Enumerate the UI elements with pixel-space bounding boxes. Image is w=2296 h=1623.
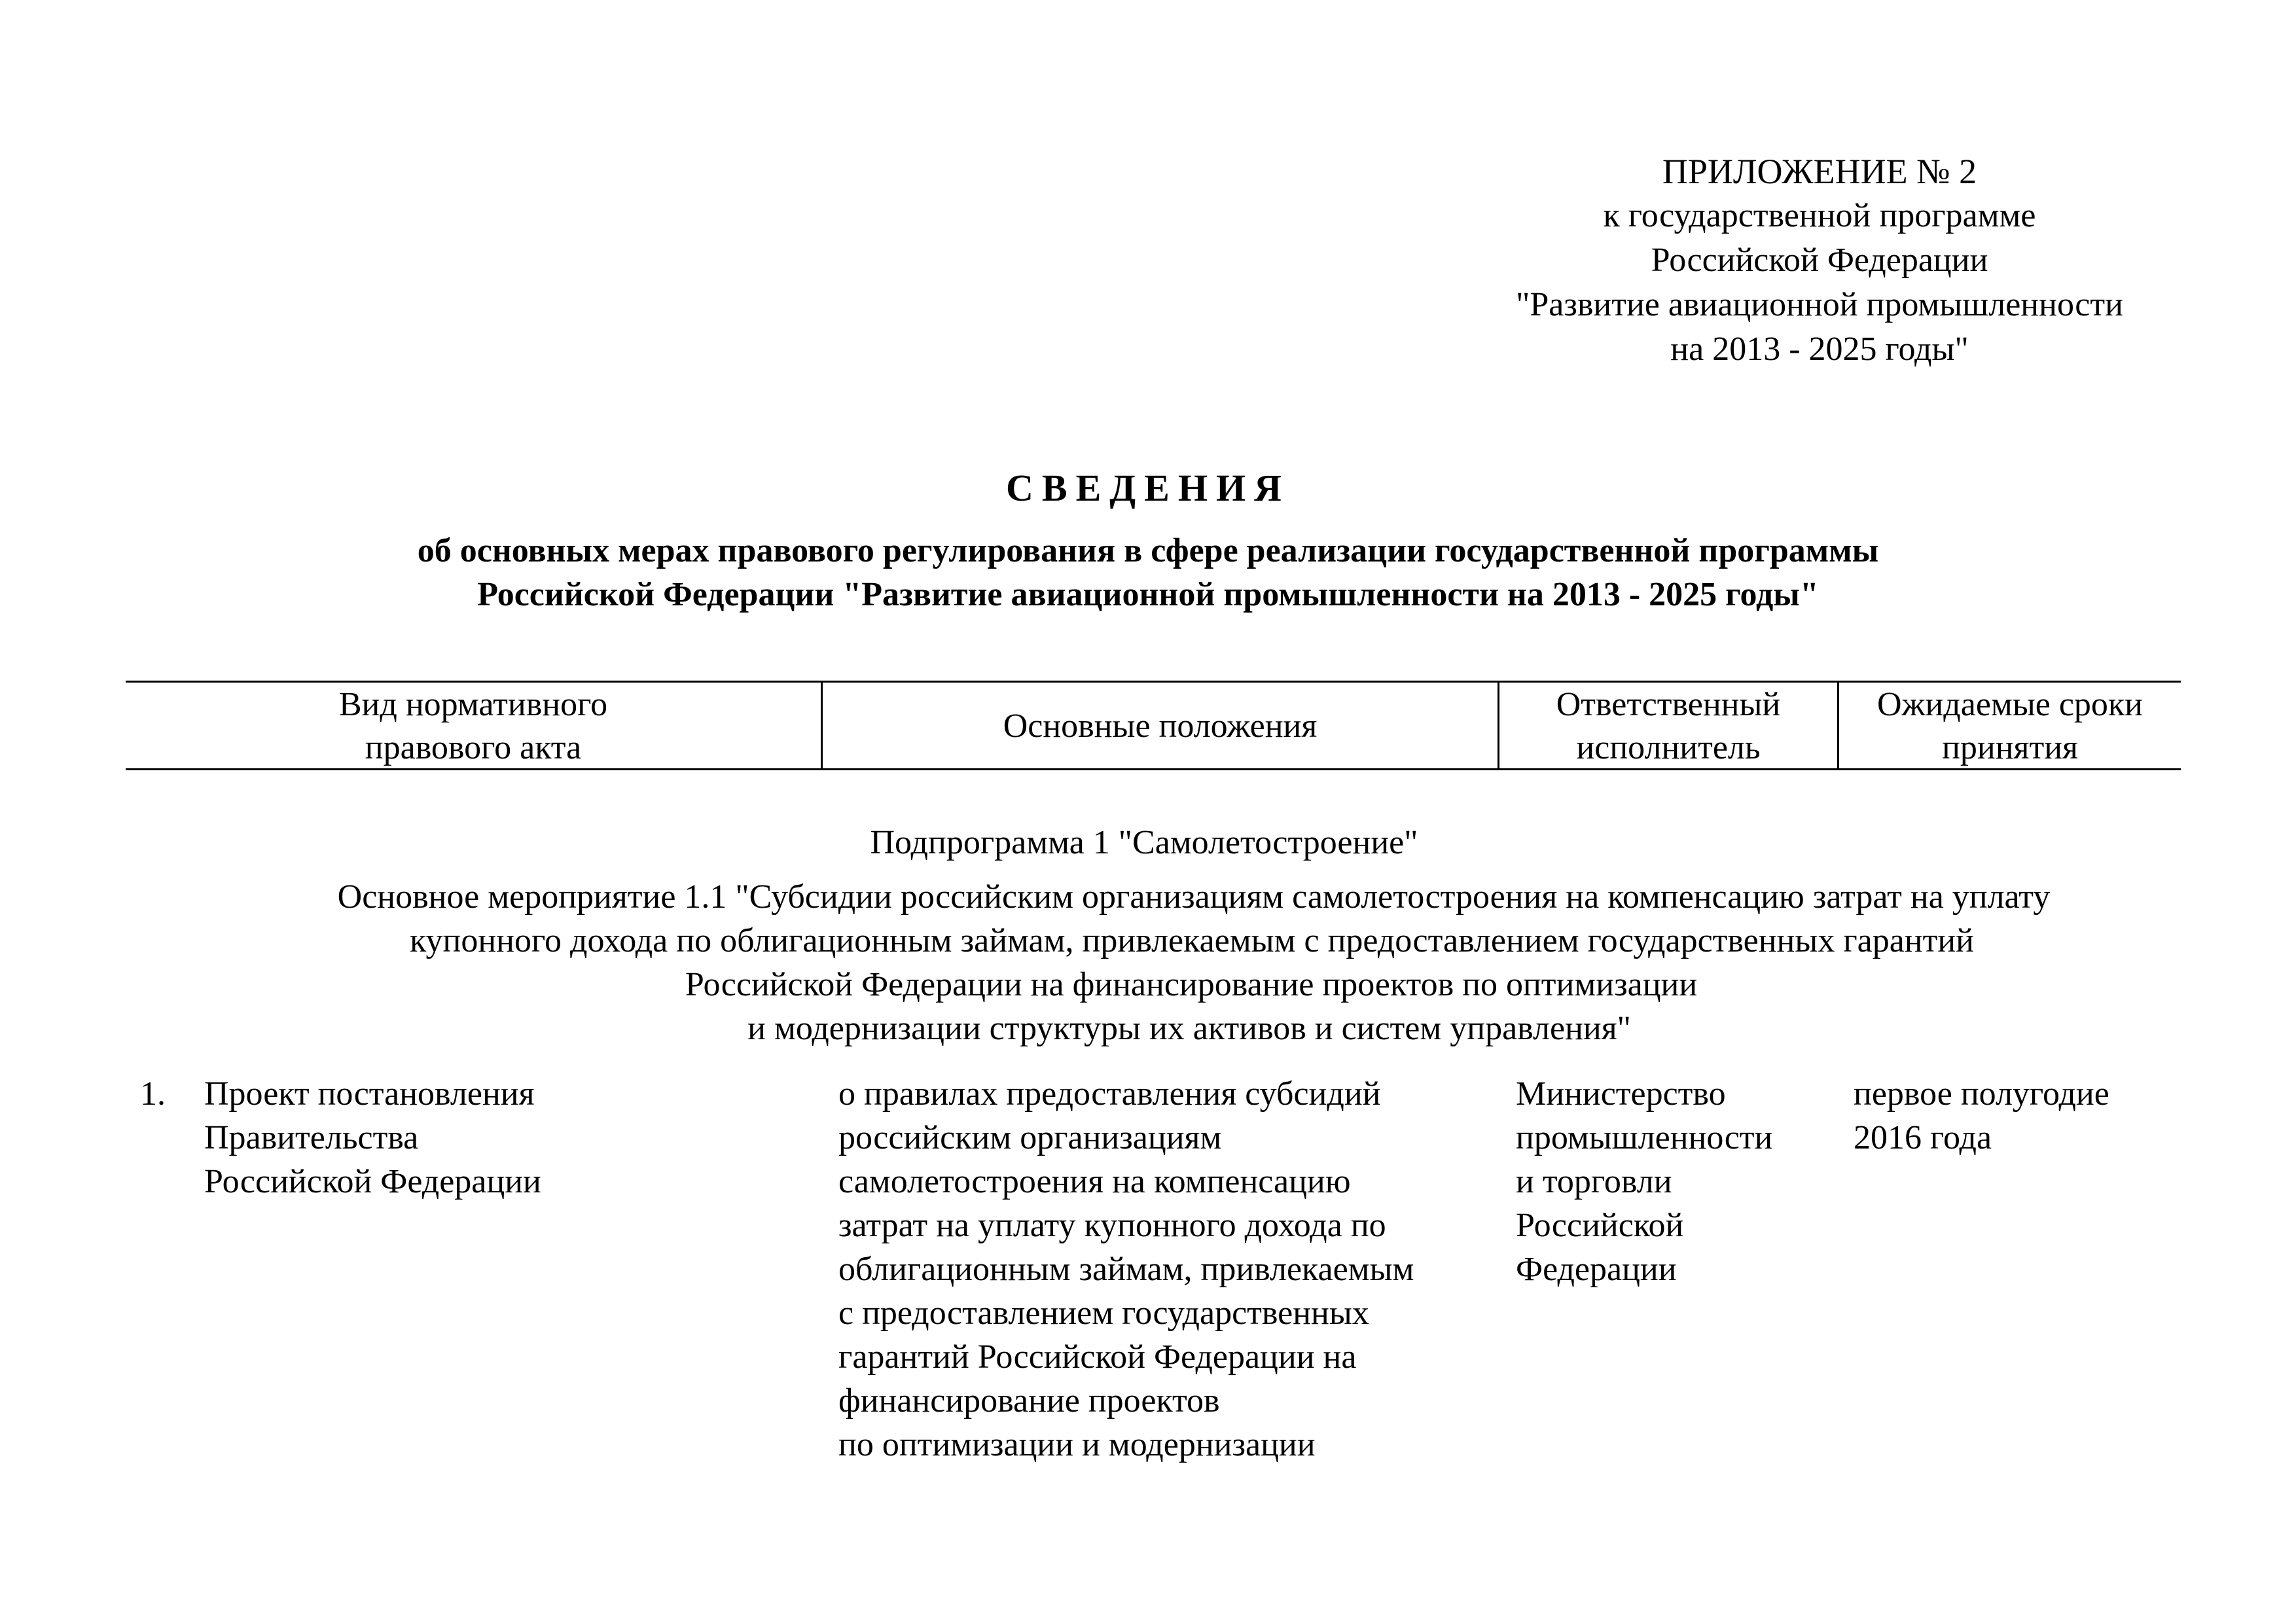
document-title: СВЕДЕНИЯ xyxy=(1006,467,1290,509)
cell-line: гарантий Российской Федерации на xyxy=(838,1338,1357,1376)
main-event-line: и модернизации структуры их активов и систем управления" xyxy=(747,1010,1631,1047)
row-provisions xyxy=(838,1072,1414,1467)
cell-line: с предоставлением государственных xyxy=(838,1294,1369,1332)
main-event-line: Основное мероприятие 1.1 "Субсидии российским организациям самолетостроения на компенсацию затрат на уплату xyxy=(337,878,2051,916)
document-subtitle xyxy=(0,529,2296,616)
annex-line: Российской Федерации xyxy=(1651,241,1988,279)
cell-line: финансирование проектов xyxy=(838,1382,1220,1419)
header-text: Вид нормативного xyxy=(338,686,608,723)
row-deadline xyxy=(1854,1072,2109,1160)
cell-line: о правилах предоставления субсидий xyxy=(838,1075,1381,1113)
row-responsible xyxy=(1516,1072,1772,1291)
cell-line: облигационным займам, привлекаемым xyxy=(838,1251,1414,1288)
header-responsible xyxy=(1499,683,1837,770)
annex-line: к государственной программе xyxy=(1603,197,2036,234)
header-text: Ожидаемые сроки xyxy=(1876,686,2144,723)
cell-line: первое полугодие xyxy=(1854,1075,2109,1113)
table-header-top-rule xyxy=(126,681,2181,683)
main-event-line: купонного дохода по облигационным займам, привлекаемым с предоставлением государственных гарантий xyxy=(409,922,1975,959)
header-text: Основные положения xyxy=(1003,707,1318,745)
cell-line: самолетостроения на компенсацию xyxy=(838,1163,1351,1200)
cell-line: промышленности xyxy=(1516,1119,1773,1156)
cell-line: Правительства xyxy=(204,1119,419,1156)
header-deadline xyxy=(1839,683,2181,770)
row-act-type xyxy=(204,1072,541,1204)
annex-line: "Развитие авиационной промышленности xyxy=(1516,286,2123,323)
cell-line: Министерство xyxy=(1516,1075,1726,1113)
header-text: Ответственный xyxy=(1556,686,1781,723)
annex-line: на 2013 - 2025 годы" xyxy=(1670,330,1969,368)
annex-block xyxy=(1440,149,2199,372)
cell-line: по оптимизации и модернизации xyxy=(838,1426,1316,1463)
cell-line: Федерации xyxy=(1516,1251,1677,1288)
header-provisions xyxy=(823,705,1498,748)
subtitle-line: Российской Федерации "Развитие авиационной промышленности на 2013 - 2025 годы" xyxy=(477,576,1819,613)
cell-line: российским организациям xyxy=(838,1119,1222,1156)
header-text: правового акта xyxy=(365,729,582,766)
subprogram-heading: Подпрограмма 1 "Самолетостроение" xyxy=(870,824,1418,861)
header-text: принятия xyxy=(1942,729,2078,766)
row-number: 1. xyxy=(140,1075,166,1113)
header-text: исполнитель xyxy=(1576,729,1761,766)
subtitle-line: об основных мерах правового регулирования в сфере реализации государственной программы xyxy=(417,532,1879,569)
main-event-line: Российской Федерации на финансирование проектов по оптимизации xyxy=(685,966,1698,1003)
cell-line: Российской Федерации xyxy=(204,1163,541,1200)
main-event-heading xyxy=(46,875,2296,1050)
cell-line: и торговли xyxy=(1516,1163,1672,1200)
annex-number: ПРИЛОЖЕНИЕ № 2 xyxy=(1662,152,1977,191)
cell-line: 2016 года xyxy=(1854,1119,1992,1156)
header-act-type xyxy=(126,683,821,770)
cell-line: Российской xyxy=(1516,1207,1684,1244)
cell-line: затрат на уплату купонного дохода по xyxy=(838,1207,1386,1244)
cell-line: Проект постановления xyxy=(204,1075,535,1113)
